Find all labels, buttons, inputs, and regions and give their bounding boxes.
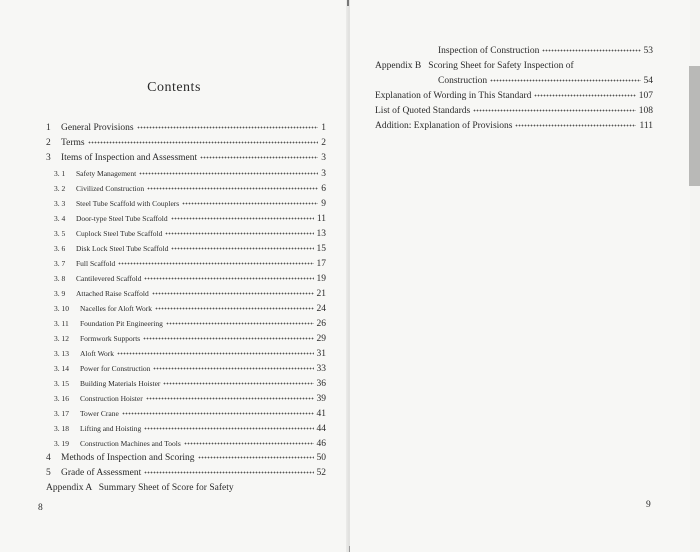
toc-entry-title: Tower Crane [80, 409, 119, 418]
toc-entry-number: 3 [46, 153, 51, 163]
toc-entry-number: 3. 2 [54, 184, 66, 193]
dot-leader [200, 152, 318, 160]
dot-leader [147, 183, 318, 191]
dot-leader [166, 318, 314, 326]
dot-leader [163, 378, 313, 386]
toc-entry-number: 3. 14 [54, 364, 69, 373]
toc-entry-page: 3 [321, 169, 326, 179]
dot-leader [152, 288, 314, 296]
appendix-a-continuation[interactable] [438, 44, 653, 58]
toc-subentry[interactable] [54, 317, 326, 331]
toc-entry-title: Addition: Explanation of Provisions [375, 121, 513, 131]
toc-subentry[interactable] [54, 167, 326, 181]
toc-subentry[interactable] [54, 257, 326, 271]
toc-entry-title: Formwork Supports [80, 334, 141, 343]
toc-entry-number: 3. 7 [54, 259, 66, 268]
dot-leader [155, 303, 314, 311]
toc-entry-title: Aloft Work [80, 349, 115, 358]
toc-entry-title: Explanation of Wording in This Standard [375, 91, 532, 101]
toc-subentry[interactable] [54, 302, 326, 316]
toc-entry-page: 19 [316, 274, 326, 284]
toc-entry-page: 44 [316, 424, 326, 434]
toc-entry-page: 3 [321, 153, 326, 163]
toc-entry-page: 24 [316, 304, 326, 314]
toc-entry-title: Building Materials Hoister [80, 379, 161, 388]
contents-title: Contents [147, 80, 201, 95]
toc-entry-title: Attached Raise Scaffold [76, 289, 149, 298]
appendix-a-entry[interactable] [46, 481, 326, 495]
toc-entry-number: 3. 19 [54, 439, 69, 448]
dot-leader [153, 363, 313, 371]
toc-subentry[interactable] [54, 392, 326, 406]
toc-entry-page: 46 [316, 439, 326, 449]
dot-leader [144, 423, 313, 431]
toc-entry-title: Inspection of Construction [438, 46, 540, 56]
toc-entry-number: 3. 9 [54, 289, 66, 298]
toc-entry-number: 3. 4 [54, 214, 66, 223]
toc-entry-page: 26 [316, 319, 326, 329]
toc-entry-page: 50 [316, 453, 326, 463]
toc-entry-number: 1 [46, 123, 51, 133]
toc-entry-page: 13 [316, 229, 326, 239]
dot-leader [117, 348, 313, 356]
toc-subentry[interactable] [54, 287, 326, 301]
toc-entry-title: Cantilevered Scaffold [76, 274, 142, 283]
dot-leader [122, 408, 314, 416]
toc-entry-page: 21 [316, 289, 326, 299]
toc-entry-number: 3. 13 [54, 349, 69, 358]
toc-entry-page: 41 [316, 409, 326, 419]
toc-entry-title: Full Scaffold [76, 259, 116, 268]
toc-subentry[interactable] [54, 242, 326, 256]
toc-subentry[interactable] [54, 362, 326, 376]
dot-leader [137, 122, 319, 130]
toc-entry-title: Construction [438, 76, 488, 86]
toc-entry[interactable] [46, 451, 326, 465]
toc-entry-number: 3. 6 [54, 244, 66, 253]
toc-entry-title: General Provisions [61, 123, 134, 133]
toc-entry-title: Door-type Steel Tube Scaffold [76, 214, 168, 223]
left-page [0, 0, 348, 552]
dot-leader [88, 137, 319, 145]
toc-subentry[interactable] [54, 272, 326, 286]
toc-subentry[interactable] [54, 347, 326, 361]
toc-subentry[interactable] [54, 182, 326, 196]
toc-subentry[interactable] [54, 422, 326, 436]
gutter-mark [347, 0, 349, 6]
dot-leader [144, 467, 313, 475]
toc-entry-number: 3. 18 [54, 424, 69, 433]
dot-leader [198, 452, 314, 460]
toc-entry-number: 3. 1 [54, 169, 66, 178]
toc-entry-number: 3. 17 [54, 409, 69, 418]
toc-entry-page: 52 [316, 468, 326, 478]
dot-leader [165, 228, 313, 236]
toc-entry[interactable] [375, 104, 653, 118]
toc-entry[interactable] [46, 136, 326, 150]
right-page [350, 0, 690, 552]
toc-entry-number: 3. 11 [54, 319, 69, 328]
toc-entry[interactable] [46, 466, 326, 480]
toc-entry-title: Construction Machines and Tools [80, 439, 181, 448]
toc-entry-title: List of Quoted Standards [375, 106, 471, 116]
dot-leader [171, 243, 313, 251]
toc-entry-title: Disk Lock Steel Tube Scaffold [76, 244, 169, 253]
toc-subentry[interactable] [54, 377, 326, 391]
toc-subentry[interactable] [54, 197, 326, 211]
dot-leader [144, 273, 313, 281]
dot-leader [182, 198, 318, 206]
toc-entry-number: 5 [46, 468, 51, 478]
toc-entry-title: Cuplock Steel Tube Scaffold [76, 229, 163, 238]
dot-leader [184, 438, 314, 446]
toc-entry-title: Grade of Assessment [61, 468, 142, 478]
toc-entry-title: Power for Construction [80, 364, 151, 373]
toc-entry-page: 54 [643, 76, 653, 86]
page-number-left: 8 [38, 503, 43, 513]
toc-entry-title: Appendix A Summary Sheet of Score for Safety [46, 483, 234, 493]
toc-entry-page: 9 [321, 199, 326, 209]
toc-entry-page: 36 [316, 379, 326, 389]
toc-entry-title: Lifting and Hoisting [80, 424, 142, 433]
toc-entry-page: 1 [321, 123, 326, 133]
appendix-b-continuation[interactable] [438, 74, 653, 88]
dot-leader [534, 90, 635, 98]
toc-entry-title: Safety Management [76, 169, 137, 178]
toc-entry-number: 3. 15 [54, 379, 69, 388]
toc-subentry[interactable] [54, 332, 326, 346]
toc-entry-title: Construction Hoister [80, 394, 143, 403]
dot-leader [542, 45, 640, 53]
page-edge-shadow [689, 66, 700, 186]
toc-entry-page: 111 [639, 121, 653, 131]
toc-entry-page: 33 [316, 364, 326, 374]
toc-entry-title: Nacelles for Aloft Work [80, 304, 152, 313]
toc-entry[interactable] [46, 151, 326, 165]
toc-subentry[interactable] [54, 212, 326, 226]
toc-entry-page: 17 [316, 259, 326, 269]
dot-leader [171, 213, 314, 221]
toc-entry-page: 31 [316, 349, 326, 359]
toc-entry-page: 53 [643, 46, 653, 56]
toc-entry-title: Items of Inspection and Assessment [61, 153, 198, 163]
page-number-right: 9 [646, 500, 651, 510]
toc-entry-number: 3. 10 [54, 304, 69, 313]
toc-subentry[interactable] [54, 407, 326, 421]
toc-entry-title: Civilized Construction [76, 184, 145, 193]
toc-entry-number: 3. 3 [54, 199, 66, 208]
toc-entry-title: Foundation Pit Engineering [80, 319, 163, 328]
toc-entry-page: 11 [316, 214, 326, 224]
toc-subentry[interactable] [54, 437, 326, 451]
toc-entry-page: 15 [316, 244, 326, 254]
toc-entry-page: 29 [316, 334, 326, 344]
dot-leader [139, 168, 318, 176]
toc-entry[interactable] [375, 89, 653, 103]
toc-entry-number: 2 [46, 138, 51, 148]
toc-entry-page: 108 [638, 106, 653, 116]
toc-entry-number: 3. 8 [54, 274, 66, 283]
toc-entry-page: 107 [638, 91, 653, 101]
toc-subentry[interactable] [54, 227, 326, 241]
toc-entry-title: Terms [61, 138, 85, 148]
dot-leader [490, 75, 640, 83]
toc-entry-number: 3. 16 [54, 394, 69, 403]
appendix-b-entry[interactable] [375, 59, 655, 73]
toc-entry-page: 6 [321, 184, 326, 194]
dot-leader [473, 105, 635, 113]
dot-leader [515, 120, 636, 128]
dot-leader [146, 393, 314, 401]
toc-entry-number: 3. 12 [54, 334, 69, 343]
dot-leader [118, 258, 313, 266]
dot-leader [143, 333, 313, 341]
toc-entry-page: 2 [321, 138, 326, 148]
toc-entry-title: Appendix B Scoring Sheet for Safety Inspection of [375, 61, 574, 71]
toc-entry-page: 39 [316, 394, 326, 404]
toc-entry-number: 3. 5 [54, 229, 66, 238]
toc-entry[interactable] [375, 119, 653, 133]
toc-entry-title: Methods of Inspection and Scoring [61, 453, 195, 463]
toc-entry-title: Steel Tube Scaffold with Couplers [76, 199, 180, 208]
toc-entry[interactable] [46, 121, 326, 135]
toc-entry-number: 4 [46, 453, 51, 463]
